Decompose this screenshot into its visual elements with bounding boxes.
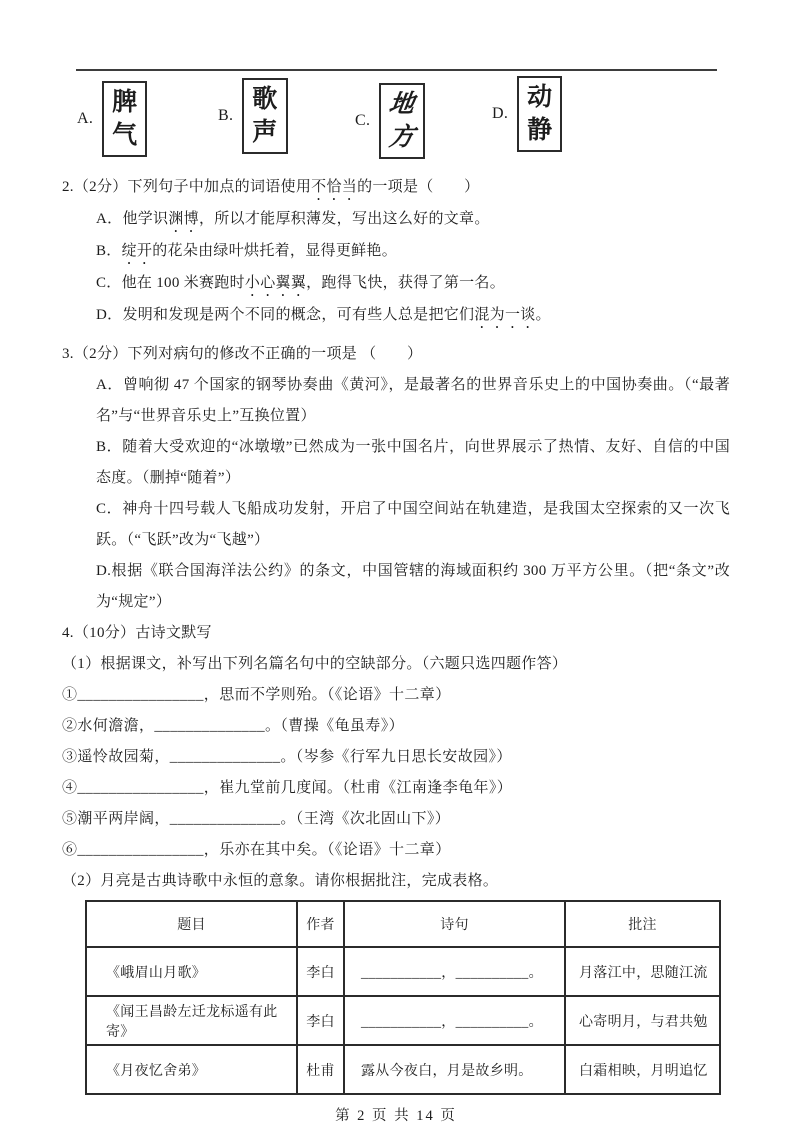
q3-option-b xyxy=(96,432,730,494)
q2-option-c xyxy=(96,268,730,300)
calligraphy-char: 动 xyxy=(527,84,553,111)
calligraphy-char: 脾 xyxy=(112,89,138,116)
calligraphy-char: 气 xyxy=(112,122,138,149)
q4-part2-instruction: （2）月亮是古典诗歌中永恒的意象。请你根据批注，完成表格。 xyxy=(62,873,499,889)
cell-verse: ___________，__________。 xyxy=(344,996,565,1045)
option-emphasis: 绽开 xyxy=(121,243,153,259)
q2-option-d xyxy=(96,300,730,332)
option-text: 曾响彻 47 个国家的钢琴协奏曲《黄河》，是最著名的世界音乐史上的中国协奏曲。（“最著名”与“世界音乐史上”互换位置） xyxy=(96,377,730,424)
cell-author: 李白 xyxy=(297,996,344,1045)
poem-item-1: ①________________，思而不学则殆。（《论语》十二章） xyxy=(62,687,451,703)
poetry-table xyxy=(85,900,721,1095)
calligraphy-char: 声 xyxy=(252,119,278,146)
page-number: 第 2 页 共 14 页 xyxy=(335,1108,457,1122)
option-text: 根据《联合国海洋法公约》的条文，中国管辖的海域面积约 300 万平方公里。（把“条文”改为“规定”） xyxy=(96,563,730,610)
option-label: C． xyxy=(96,275,122,291)
option-label: B. xyxy=(218,107,234,124)
cell-title: 《闻王昌龄左迁龙标遥有此寄》 xyxy=(86,996,297,1045)
poem-item-6: ⑥________________，乐亦在其中矣。（《论语》十二章） xyxy=(62,842,451,858)
option-label: B． xyxy=(96,439,123,455)
option-label: C． xyxy=(96,501,123,517)
poem-item-4: ④________________，崔九堂前几度闻。（杜甫《江南逢李龟年》） xyxy=(62,780,513,796)
calligraphy-char: 歌 xyxy=(252,86,278,113)
table-header-row xyxy=(86,901,720,947)
option-emphasis: 小心翼翼 xyxy=(244,275,307,291)
q1-option-d xyxy=(492,76,562,152)
calligraphy-char: 地 xyxy=(387,91,417,118)
q1-calligraphy-options xyxy=(62,71,730,165)
option-label: A. xyxy=(77,110,94,127)
option-label: A． xyxy=(96,211,123,227)
cell-verse: 露从今夜白，月是故乡明。 xyxy=(344,1045,565,1094)
cell-note: 白霜相映，月明追忆 xyxy=(565,1045,720,1094)
calligraphy-char: 方 xyxy=(387,124,417,151)
cell-title: 《月夜忆舍弟》 xyxy=(86,1045,297,1094)
q1-option-b xyxy=(218,78,288,154)
option-text: ，所以才能厚积薄发，写出这么好的文章。 xyxy=(198,211,490,227)
calligraphy-box xyxy=(242,78,287,154)
table-header-title: 题目 xyxy=(86,901,297,947)
option-text: 的花朵由绿叶烘托着，显得更鲜艳。 xyxy=(152,243,398,259)
option-label: D． xyxy=(96,307,123,323)
poem-item-5: ⑤潮平两岸阔，______________。（王湾《次北固山下》） xyxy=(62,811,451,827)
option-text: 他学识 xyxy=(122,211,169,227)
option-label: C. xyxy=(355,112,371,129)
q3-option-d xyxy=(96,556,730,618)
cell-verse: ___________，__________。 xyxy=(344,947,565,996)
calligraphy-box xyxy=(517,76,562,152)
option-text: 神舟十四号载人飞船成功发射，开启了中国空间站在轨建造，是我国太空探索的又一次飞跃。（“飞跃”改为“飞越”） xyxy=(96,501,730,548)
q4-part1-instruction: （1）根据课文，补写出下列名篇名句中的空缺部分。（六题只选四题作答） xyxy=(62,656,568,672)
cell-note: 月落江中，思随江流 xyxy=(565,947,720,996)
q1-option-a xyxy=(77,81,147,157)
option-label: D. xyxy=(96,563,112,579)
cell-author: 李白 xyxy=(297,947,344,996)
poem-item-3: ③遥怜故园菊，______________。（岑参《行军九日思长安故园》） xyxy=(62,749,512,765)
table-header-author: 作者 xyxy=(297,901,344,947)
q4-header: 4.（10分）古诗文默写 xyxy=(62,625,212,641)
cell-note: 心寄明月，与君共勉 xyxy=(565,996,720,1045)
option-text: ，跑得飞快，获得了第一名。 xyxy=(306,275,506,291)
option-text: 发明和发现是两个不同的概念，可有些人总是把它们 xyxy=(122,307,475,323)
q3-stem: 3.（2分）下列对病句的修改不正确的一项是 （ ） xyxy=(62,346,423,362)
option-emphasis: 混为一谈 xyxy=(474,307,536,323)
q2-stem-post: 的一项是（ ） xyxy=(357,179,480,195)
calligraphy-box xyxy=(379,83,424,159)
cell-author: 杜甫 xyxy=(297,1045,344,1094)
table-row xyxy=(86,947,720,996)
poetry-table-container xyxy=(85,900,730,1095)
option-label: A． xyxy=(96,377,123,393)
table-header-note: 批注 xyxy=(565,901,720,947)
option-text: 。 xyxy=(535,307,551,323)
calligraphy-box xyxy=(102,81,147,157)
option-label: B． xyxy=(96,243,122,259)
q3-option-a xyxy=(96,370,730,432)
table-header-verse: 诗句 xyxy=(344,901,565,947)
q2-stem xyxy=(62,172,730,204)
option-text: 他在 100 米赛跑时 xyxy=(121,275,245,291)
poem-item-2: ②水何澹澹，______________。（曹操《龟虽寿》） xyxy=(62,718,405,734)
calligraphy-char: 静 xyxy=(527,117,553,144)
q1-option-c xyxy=(355,83,425,159)
q2-option-b xyxy=(96,236,730,268)
q2-stem-pre: 2.（2分）下列句子中加点的词语使用 xyxy=(62,179,312,195)
option-text: 随着大受欢迎的“冰墩墩”已然成为一张中国名片，向世界展示了热情、友好、自信的中国态度。（删掉“随着”） xyxy=(96,439,730,486)
option-emphasis: 渊博 xyxy=(168,211,199,227)
table-row xyxy=(86,1045,720,1094)
option-label: D. xyxy=(492,105,509,122)
cell-title: 《峨眉山月歌》 xyxy=(86,947,297,996)
q2-stem-emphasis: 不恰当 xyxy=(311,179,358,195)
q2-option-a xyxy=(96,204,730,236)
q3-option-c xyxy=(96,494,730,556)
table-row xyxy=(86,996,720,1045)
